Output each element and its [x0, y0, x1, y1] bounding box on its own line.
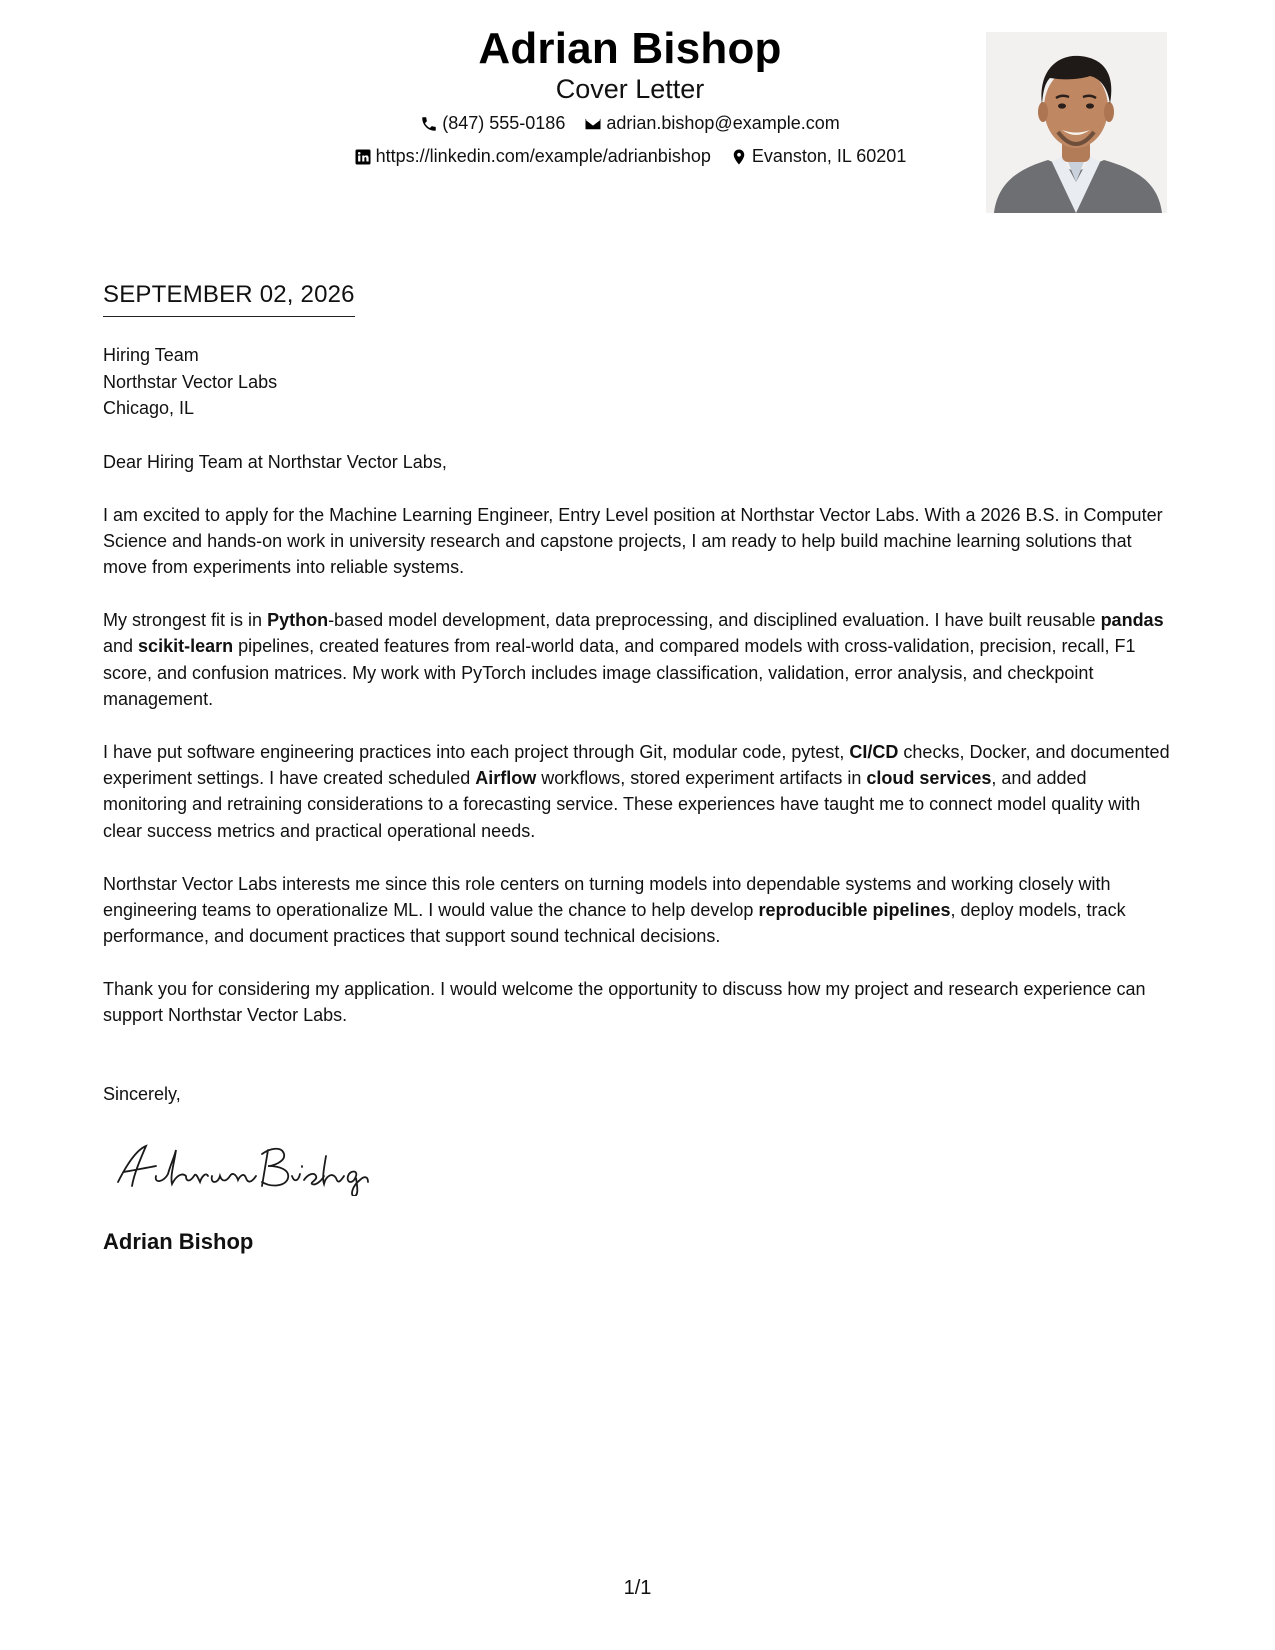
phone-icon [420, 115, 438, 133]
emphasized-term: cloud services [866, 768, 992, 789]
contact-row-2 [240, 146, 1020, 171]
letter-date: SEPTEMBER 02, 2026 [103, 281, 355, 317]
phone-contact [420, 113, 565, 134]
handwritten-signature [112, 1136, 372, 1196]
body-paragraph: I am excited to apply for the Machine Learning Engineer, Entry Level position at Northstar Vector Labs. With a 2026 B.S. in Computer Science and hands-on work in university research and capstone projects, I am ready to help build machine learning solutions that move from experiments into reliable systems. [103, 504, 1163, 578]
phone-text: (847) 555-0186 [442, 113, 566, 133]
envelope-icon [584, 115, 602, 133]
document-subtitle: Cover Letter [555, 74, 705, 104]
letter-body [103, 449, 1173, 1055]
body-paragraph: Thank you for considering my application. I would welcome the opportunity to discuss how my project and research experience can support Northstar Vector Labs. [103, 978, 1146, 1026]
applicant-name: Adrian Bishop [478, 24, 782, 73]
location-contact [730, 146, 906, 167]
signer-name: Adrian Bishop [103, 1229, 254, 1254]
page-number: 1/1 [623, 1577, 652, 1599]
emphasized-term: scikit-learn [138, 636, 234, 657]
recipient-line: Chicago, IL [103, 398, 195, 418]
profile-photo [986, 32, 1167, 213]
email-contact[interactable] [584, 113, 839, 134]
profile-photo-image [986, 32, 1167, 213]
body-paragraph: My strongest fit is in Python-based model development, data preprocessing, and disciplined evaluation. I have built reusable pandas and scikit-learn pipelines, created features from real-world data, and compared models with cross-validation, precision, recall, F1 score, and confusion matrices. My work with PyTorch includes image classification, validation, error analysis, and checkpoint management. [103, 610, 1164, 710]
map-pin-icon [730, 148, 748, 166]
body-paragraph: Northstar Vector Labs interests me since this role centers on turning models into dependable systems and working closely with engineering teams to operationalize ML. I would value the chance to help develop reproducible pipelines, deploy models, track performance, and document practices that support sound technical decisions. [103, 873, 1126, 947]
location-text: Evanston, IL 60201 [751, 146, 907, 166]
closing: Sincerely, [103, 1084, 181, 1104]
body-paragraph: I have put software engineering practices into each project through Git, modular code, pytest, CI/CD checks, Docker, and documented experiment settings. I have created scheduled Airflow workflows, stored experiment artifacts in cloud services, and added monitoring and retraining considerations to a forecasting service. These experiences have taught me to connect model quality with clear success metrics and practical operational needs. [103, 741, 1170, 841]
emphasized-term: CI/CD [849, 741, 899, 762]
emphasized-term: pandas [1100, 610, 1164, 631]
recipient-line: Hiring Team [103, 345, 199, 365]
salutation: Dear Hiring Team at Northstar Vector Labs, [103, 452, 447, 472]
emphasized-term: Airflow [475, 768, 537, 789]
email-text: adrian.bishop@example.com [606, 113, 840, 133]
recipient-block [103, 342, 277, 422]
linkedin-contact[interactable] [354, 146, 711, 167]
recipient-line: Northstar Vector Labs [103, 371, 278, 392]
emphasized-term: reproducible pipelines [758, 899, 951, 920]
linkedin-icon [354, 148, 372, 166]
linkedin-text: https://linkedin.com/example/adrianbishop [375, 146, 711, 166]
contact-row-1 [240, 113, 1020, 138]
emphasized-term: Python [267, 610, 329, 631]
